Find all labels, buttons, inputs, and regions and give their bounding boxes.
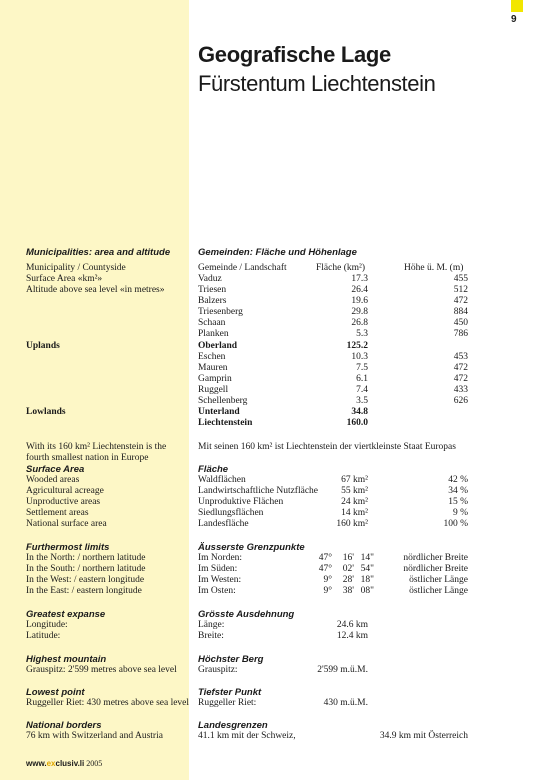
row-value: 2'599 m.ü.M.	[317, 665, 368, 675]
row-value: 24.6 km	[336, 620, 368, 630]
page-number: 9	[511, 14, 517, 25]
row-label-en: Agricultural acreage	[26, 486, 104, 496]
table-total-name: Liechtenstein	[198, 418, 253, 428]
degrees: 9°	[323, 586, 332, 596]
table-row-name: Ruggell	[198, 385, 229, 395]
section-heading-de: Fläche	[198, 464, 229, 475]
seconds: 18"	[360, 575, 374, 585]
table-row-name: Triesenberg	[198, 307, 243, 317]
seconds: 08"	[360, 586, 374, 596]
row-label-en: Ruggeller Riet: 430 metres above sea level	[26, 698, 190, 708]
row-label-de: Breite:	[198, 631, 224, 641]
table-row-altitude: 453	[453, 352, 468, 362]
coordinate-description: östlicher Länge	[409, 575, 468, 585]
table-row-altitude: 472	[453, 296, 468, 306]
table-row-altitude: 472	[453, 374, 468, 384]
column-header-name: Gemeinde / Landschaft	[198, 263, 287, 273]
table-row-area: 7.5	[356, 363, 368, 373]
degrees: 47°	[318, 553, 332, 563]
table-subtotal-area: 34.8	[351, 407, 368, 417]
coordinate-description: nördlicher Breite	[403, 553, 468, 563]
intro-text-en: With its 160 km² Liechtenstein is the	[26, 442, 167, 452]
row-label-de: Waldflächen	[198, 475, 246, 485]
table-row-altitude: 626	[453, 396, 468, 406]
section-heading-en: Furthermost limits	[26, 542, 110, 553]
table-row-area: 5.3	[356, 329, 368, 339]
table-row-altitude: 433	[453, 385, 468, 395]
minutes: 02'	[342, 564, 354, 574]
table-row-area: 19.6	[351, 296, 368, 306]
row-label-de: Im Westen:	[198, 575, 242, 585]
degrees: 47°	[318, 564, 332, 574]
table-row-altitude: 786	[453, 329, 468, 339]
footer-www: www.	[26, 759, 47, 768]
row-label-en: In the North: / northern latitude	[26, 553, 146, 563]
footer-year: 2005	[86, 759, 103, 768]
section-heading-en: Municipalities: area and altitude	[26, 247, 171, 258]
section-heading-de: Grösste Ausdehnung	[198, 609, 295, 620]
row-label-de: Landwirtschaftliche Nutzfläche	[198, 486, 319, 496]
table-row-altitude: 455	[453, 274, 468, 284]
row-label-en: Wooded areas	[26, 475, 80, 485]
section-heading-de: Höchster Berg	[198, 654, 264, 665]
table-row-area: 17.3	[351, 274, 368, 284]
row-label-en: 76 km with Switzerland and Austria	[26, 731, 163, 741]
coordinate-description: östlicher Länge	[409, 586, 468, 596]
row-value: 34.9 km mit Österreich	[379, 731, 468, 741]
row-label-de: Ruggeller Riet:	[198, 698, 257, 708]
row-percent: 15 %	[448, 497, 468, 507]
table-row-area: 3.5	[356, 396, 368, 406]
footer	[26, 759, 102, 768]
table-row-name: Balzers	[198, 296, 227, 306]
table-row-area: 29.8	[351, 307, 368, 317]
row-value: 430 m.ü.M.	[323, 698, 368, 708]
section-heading-en: Highest mountain	[26, 654, 107, 665]
corner-marker	[511, 0, 523, 12]
row-label-de: Im Süden:	[198, 564, 238, 574]
table-row-altitude: 512	[453, 285, 468, 295]
table-row-name: Schellenberg	[198, 396, 248, 406]
label-en: Municipality / Countyside	[26, 263, 126, 273]
section-heading-en: Lowest point	[26, 687, 85, 698]
row-value: 55 km²	[341, 486, 368, 496]
table-row-area: 26.8	[351, 318, 368, 328]
row-label-en: Longitude:	[26, 620, 68, 630]
section-heading-de: Äusserste Grenzpunkte	[198, 542, 305, 553]
row-label-de: Siedlungsflächen	[198, 508, 264, 518]
section-heading-en: Greatest expanse	[26, 609, 106, 620]
table-row-altitude: 884	[453, 307, 468, 317]
row-value: 24 km²	[341, 497, 368, 507]
seconds: 54"	[360, 564, 374, 574]
footer-ex: ex	[46, 759, 56, 768]
row-percent: 9 %	[452, 508, 468, 518]
row-value: 160 km²	[336, 519, 368, 529]
section-heading-de: Landesgrenzen	[198, 720, 268, 731]
row-label-en: Latitude:	[26, 631, 61, 641]
row-label-de: Länge:	[198, 620, 225, 630]
section-heading-de: Tiefster Punkt	[198, 687, 262, 698]
label-en: Surface Area «km²»	[26, 274, 103, 284]
section-heading-en: Surface Area	[26, 464, 85, 475]
table-row-altitude: 472	[453, 363, 468, 373]
row-label-de: Grauspitz:	[198, 665, 238, 675]
coordinate-description: nördlicher Breite	[403, 564, 468, 574]
row-label-en: In the South: / northern latitude	[26, 564, 146, 574]
table-row-name: Mauren	[198, 363, 228, 373]
table-row-name: Schaan	[198, 318, 226, 328]
row-percent: 34 %	[448, 486, 468, 496]
row-label-en: In the East: / eastern longitude	[26, 586, 142, 596]
table-row-altitude: 450	[453, 318, 468, 328]
column-header-altitude: Höhe ü. M. (m)	[404, 263, 464, 273]
row-label-de: Landesfläche	[198, 519, 249, 529]
row-value: 67 km²	[341, 475, 368, 485]
table-subtotal-name: Unterland	[198, 407, 240, 417]
seconds: 14"	[360, 553, 374, 563]
row-label-de: Im Osten:	[198, 586, 236, 596]
region-label-uplands: Uplands	[26, 341, 60, 351]
table-subtotal-area: 125.2	[346, 341, 368, 351]
minutes: 38'	[342, 586, 354, 596]
section-heading-en: National borders	[26, 720, 102, 731]
column-header-area: Fläche (km²)	[316, 263, 366, 273]
table-row-name: Vaduz	[198, 274, 222, 284]
row-value: 12.4 km	[336, 631, 368, 641]
table-row-name: Eschen	[198, 352, 226, 362]
table-subtotal-name: Oberland	[198, 341, 238, 351]
table-total-area: 160.0	[346, 418, 368, 428]
row-value: 14 km²	[341, 508, 368, 518]
row-label-en: Grauspitz: 2'599 metres above sea level	[26, 665, 177, 675]
row-label-en: In the West: / eastern longitude	[26, 575, 145, 585]
table-row-name: Planken	[198, 329, 229, 339]
table-row-name: Gamprin	[198, 374, 232, 384]
intro-text-de: Mit seinen 160 km² ist Liechtenstein der viertkleinste Staat Europas	[198, 442, 456, 452]
table-row-area: 10.3	[351, 352, 368, 362]
row-percent: 100 %	[443, 519, 468, 529]
row-label-en: Settlement areas	[26, 508, 89, 518]
table-row-name: Triesen	[198, 285, 227, 295]
section-heading-de: Gemeinden: Fläche und Höhenlage	[198, 247, 357, 258]
page-subtitle: Fürstentum Liechtenstein	[198, 71, 436, 96]
table-row-area: 6.1	[356, 374, 368, 384]
row-label-de: Im Norden:	[198, 553, 243, 563]
footer-site: clusiv.li	[55, 759, 85, 768]
page-title: Geografische Lage	[198, 42, 391, 67]
row-label-de: Unproduktive Flächen	[198, 497, 284, 507]
minutes: 28'	[342, 575, 354, 585]
degrees: 9°	[323, 575, 332, 585]
table-row-area: 7.4	[356, 385, 368, 395]
row-label-en: Unproductive areas	[26, 497, 101, 507]
region-label-lowlands: Lowlands	[26, 407, 66, 417]
intro-text-en: fourth smallest nation in Europe	[26, 453, 149, 463]
row-label-de: 41.1 km mit der Schweiz,	[198, 731, 296, 741]
row-label-en: National surface area	[26, 519, 107, 529]
table-row-area: 26.4	[351, 285, 368, 295]
minutes: 16'	[342, 553, 354, 563]
label-en: Altitude above sea level «in metres»	[26, 285, 165, 295]
row-percent: 42 %	[448, 475, 468, 485]
